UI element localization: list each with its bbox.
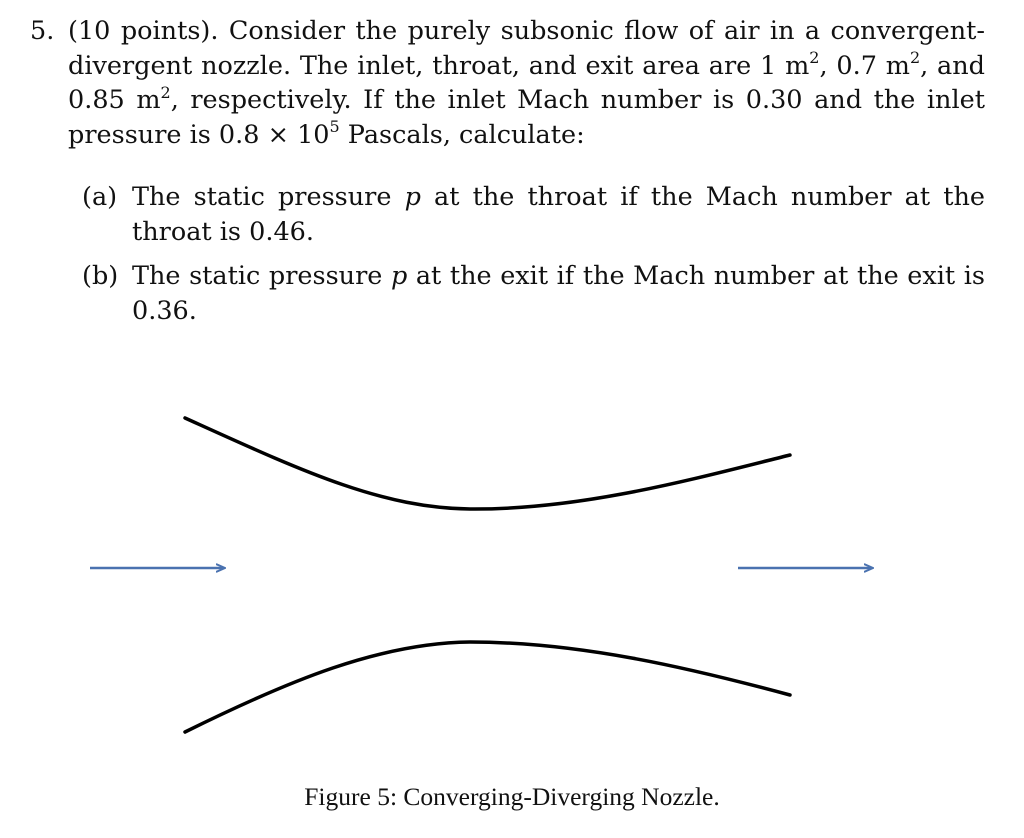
nozzle-upper-wall xyxy=(185,418,790,509)
problem-number: 5. xyxy=(30,16,55,46)
problem-statement xyxy=(30,14,985,152)
part-b-post: at the exit if the Mach number at the exit is 0.36. xyxy=(132,261,985,326)
intro-sup-1: 2 xyxy=(809,48,820,67)
intro-text-b: , 0.7 m xyxy=(819,50,910,81)
problem-parts xyxy=(82,180,985,328)
intro-sup-3: 2 xyxy=(160,82,171,102)
nozzle-figure xyxy=(0,400,1024,740)
intro-sup-4: 5 xyxy=(329,117,340,136)
intro-text-e: Pascals, calculate: xyxy=(339,119,585,150)
intro-sup-2: 2 xyxy=(909,48,921,67)
part-b-label: (b) xyxy=(82,261,119,291)
intro-text-d: , respectively. If the inlet Mach number is 0.30 and the inlet pressure is 0.8 × 10 xyxy=(68,85,985,150)
part-b-text xyxy=(132,259,985,328)
part-b xyxy=(82,259,985,328)
part-a-label: (a) xyxy=(82,182,118,212)
part-b-pre: The static pressure xyxy=(132,261,391,291)
intro-text-a: (10 points). Consider the purely subsonic flow of air in a convergent-divergent nozzle. The inlet, throat, and exit area are 1 m xyxy=(68,16,985,81)
part-a-pre: The static pressure xyxy=(132,182,405,212)
part-b-variable: p xyxy=(390,261,408,291)
nozzle-lower-wall xyxy=(185,642,790,732)
figure-caption: Figure 5: Converging-Diverging Nozzle. xyxy=(304,782,720,811)
part-a-text xyxy=(132,180,985,249)
problem-5 xyxy=(30,14,985,338)
part-a xyxy=(82,180,985,249)
intro-text-c: , and 0.85 m xyxy=(68,50,985,115)
part-a-variable: p xyxy=(404,182,421,212)
problem-intro xyxy=(68,14,985,152)
part-a-post: at the throat if the Mach number at the throat is 0.46. xyxy=(132,182,985,247)
